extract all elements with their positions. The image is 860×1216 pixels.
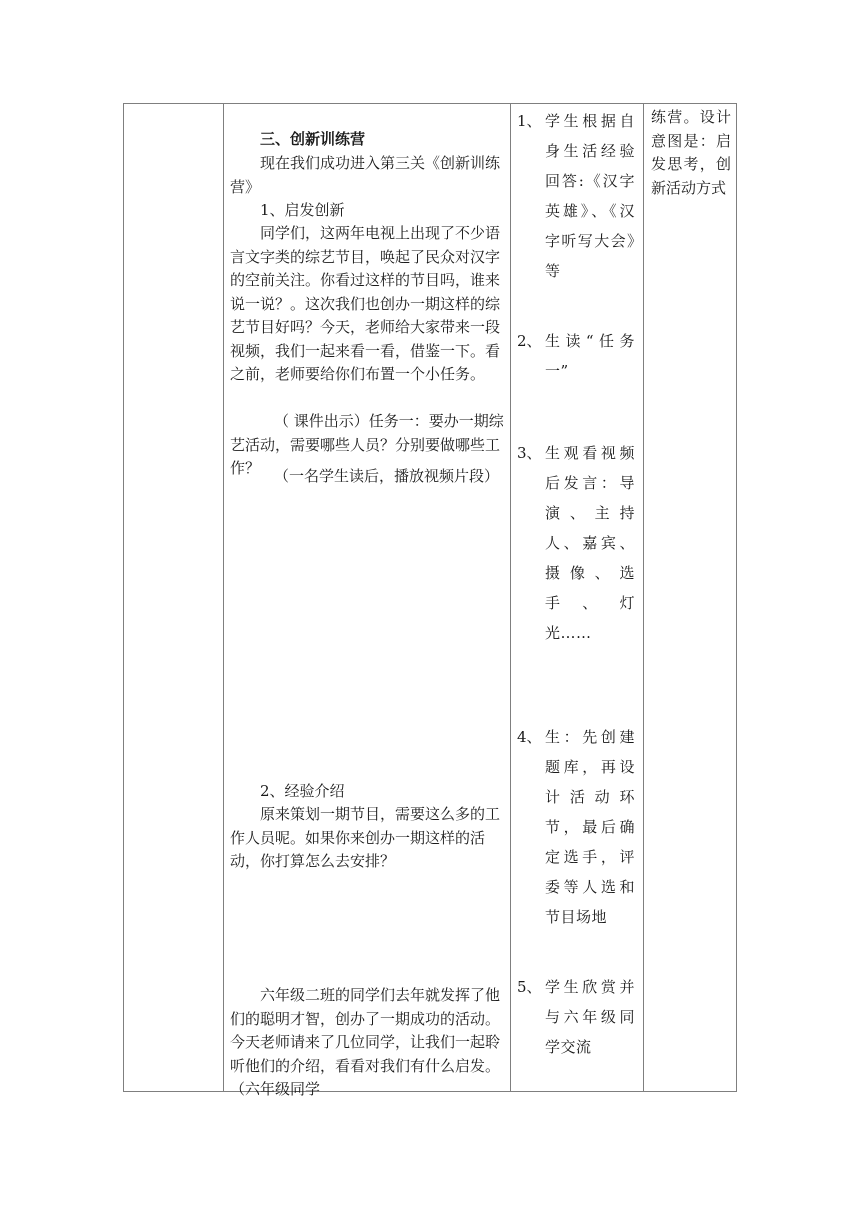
student-item-number: 5、 <box>517 978 542 996</box>
student-item-text: 生读“任务一” <box>545 332 635 380</box>
subheading-experience: 2、经验介绍 <box>260 782 345 800</box>
student-item-number: 1、 <box>517 112 542 130</box>
student-item-text: 学生根据自身生活经验回答:《汉字英雄》、《汉字听写大会》等 <box>545 112 635 280</box>
subheading-inspire: 1、启发创新 <box>260 201 345 219</box>
student-item-text: 生观看视频后发言：导演、主持人、嘉宾、摄像、选手、灯光…… <box>545 444 635 642</box>
student-item-text: 生：先创建题库，再设计活动环节，最后确定选手，评委等人选和节目场地 <box>545 728 635 926</box>
student-item-number: 4、 <box>517 728 542 746</box>
student-item-number: 2、 <box>517 332 542 350</box>
paragraph-experience: 原来策划一期节目，需要这么多的工作人员呢。如果你来创办一期这样的活动，你打算怎么去安排？ <box>230 805 501 870</box>
section-title: 三、创新训练营 <box>260 130 366 148</box>
design-intent-text: 练营。设计意图是：启发思考，创新活动方式 <box>651 108 731 197</box>
column-divider <box>223 104 224 1091</box>
student-item-number: 3、 <box>517 444 542 462</box>
student-item-text: 学生欣赏并与六年级同学交流 <box>545 978 635 1056</box>
lesson-table <box>123 103 737 1098</box>
intro-text: 现在我们成功进入第三关《创新训练营》 <box>230 154 501 196</box>
paragraph-grade-six: 六年级二班的同学们去年就发挥了他们的聪明才智，创办了一期成功的活动。今天老师请来了几位同学，让我们一起聆听他们的介绍，看看对我们有什么启发。（六年级同学 <box>230 986 501 1098</box>
note-video: （一名学生读后，播放视频片段） <box>274 467 500 485</box>
column-divider <box>510 104 511 1091</box>
paragraph-inspire: 同学们，这两年电视上出现了不少语言文字类的综艺节目，唤起了民众对汉字的空前关注。你看过这样的节目吗，谁来说一说？。这次我们也创办一期这样的综艺节目好吗？今天，老师给大家带来一段视频，我们一起来看一看，借鉴一下。看之前，老师要给你们布置一个小任务。 <box>230 224 501 383</box>
task-one: （ 课件出示）任务一：要办一期综艺活动，需要哪些人员？分别要做哪些工作？ <box>230 412 504 477</box>
column-divider <box>643 104 644 1091</box>
